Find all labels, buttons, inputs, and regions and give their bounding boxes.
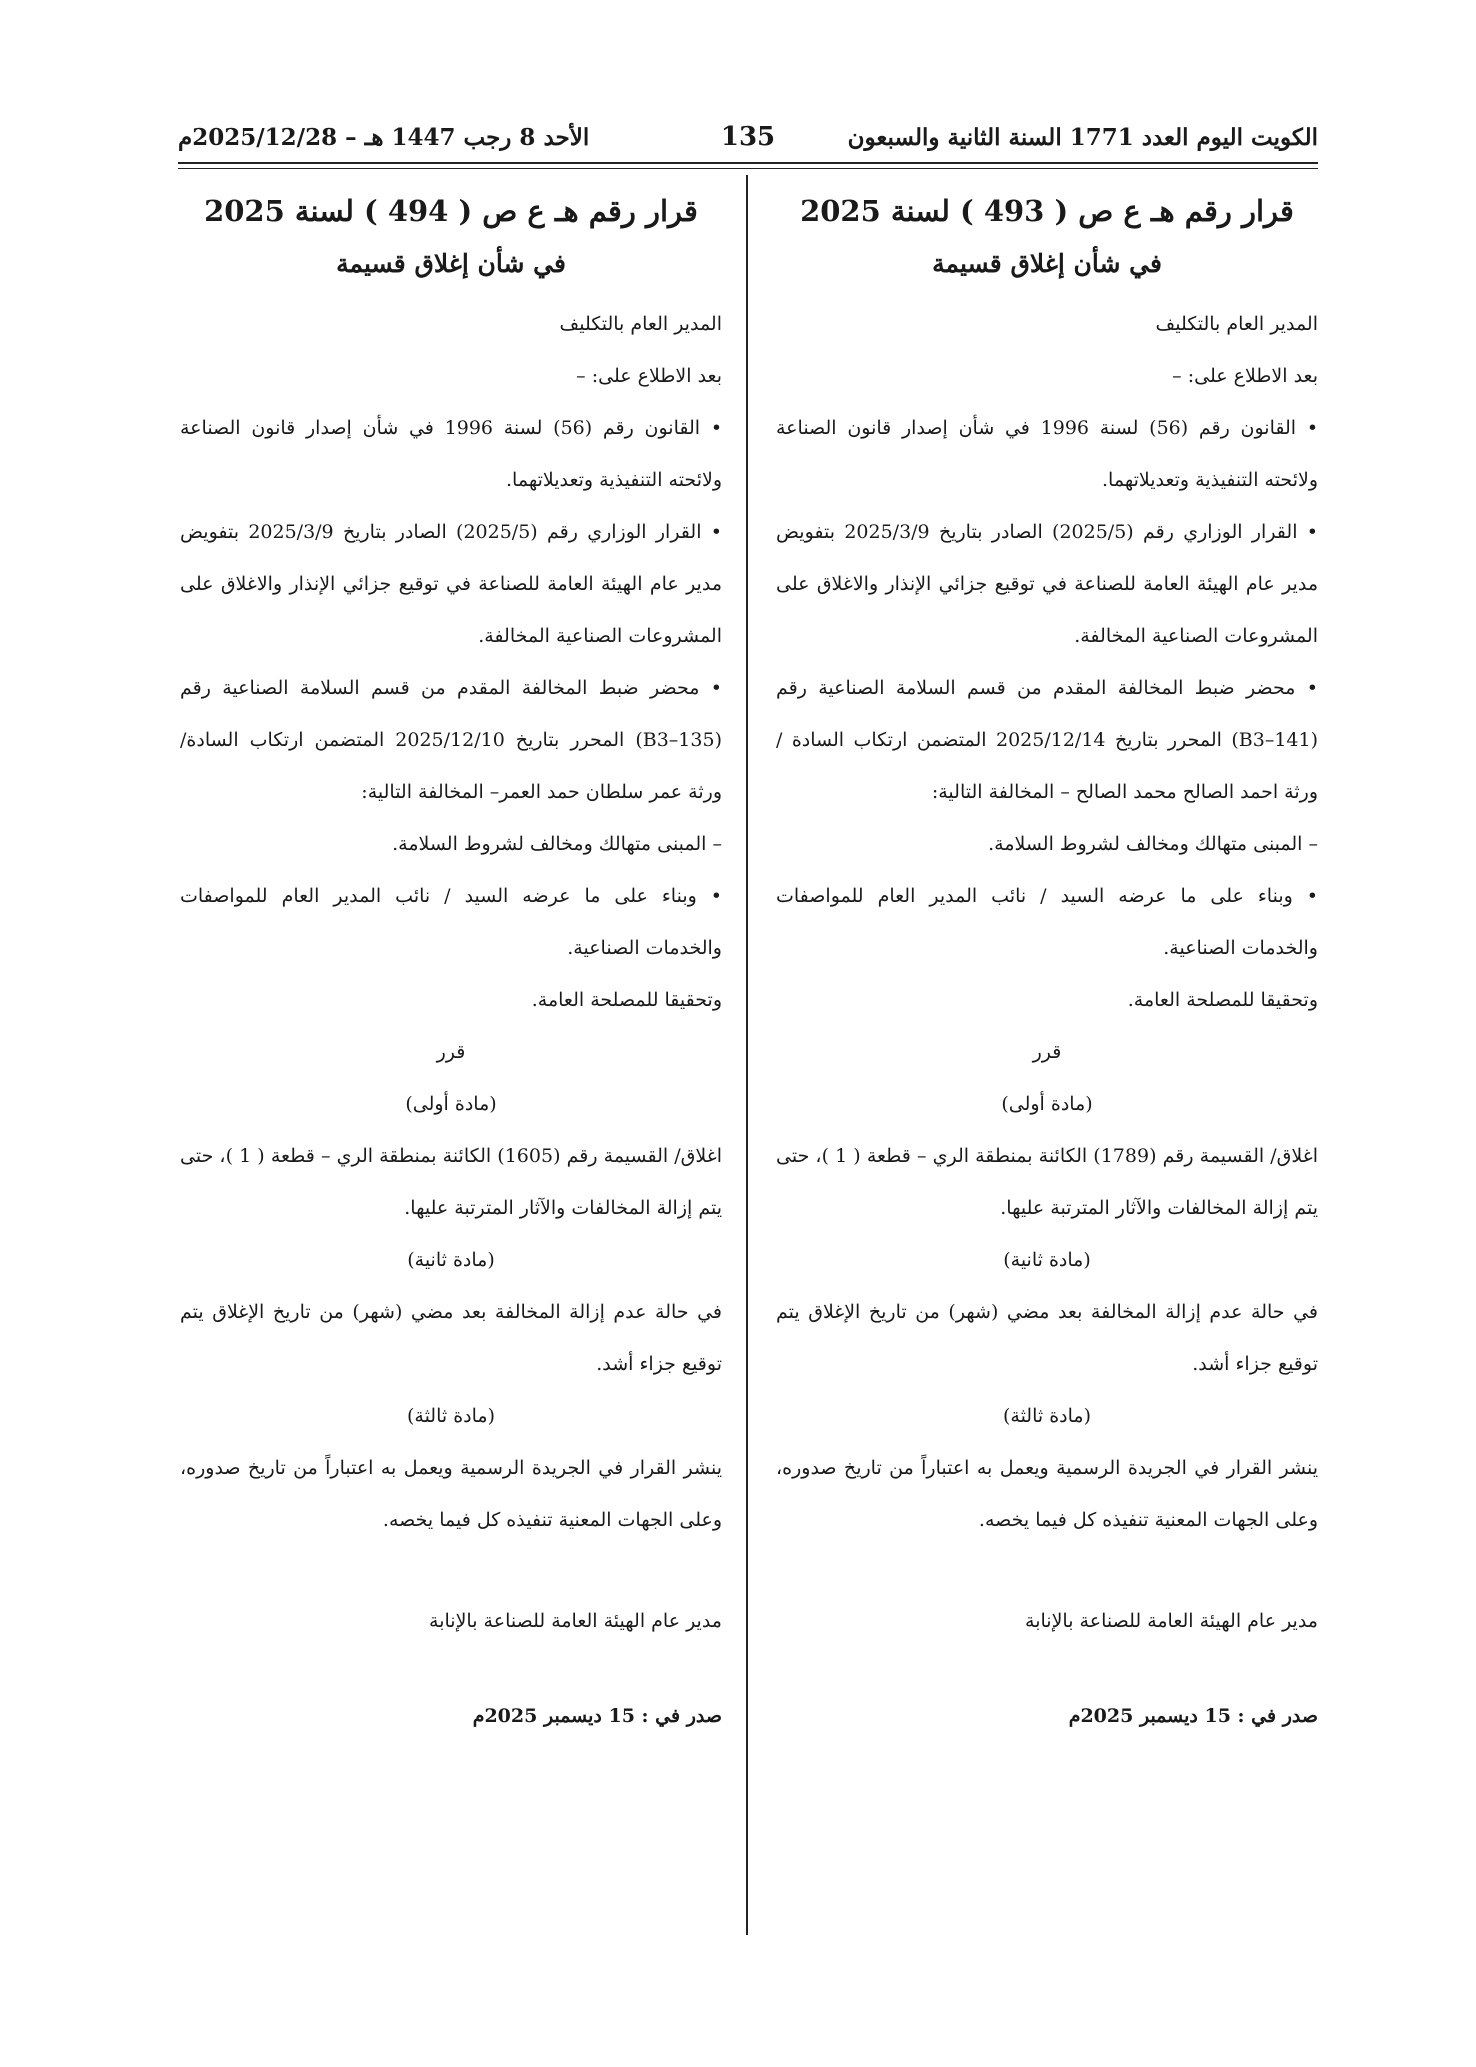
article2-heading: (مادة ثانية) [407,1249,495,1271]
article2-text: في حالة عدم إزالة المخالفة بعد مضي (شهر) من تاريخ الإغلاق يتم توقيع جزاء أشد. [180,1301,722,1375]
issuer: المدير العام بالتكليف [559,313,722,335]
violation-report: • محضر ضبط المخالفة المقدم من قسم السلامة الصناعية رقم (B3–141) المحرر بتاريخ 2025/12/14 المتضمن ارتكاب السادة / ورثة احمد الصالح محمد الصالح – المخالفة التالية: [776,662,1318,818]
article1-text: اغلاق/ القسيمة رقم (1605) الكائنة بمنطقة الري – قطعة ( 1 )، حتى يتم إزالة المخالفات والآثار المترتبة عليها. [180,1145,722,1219]
ministerial-reference: • القرار الوزاري رقم (2025/5) الصادر بتاريخ 2025/3/9 بتفويض مدير عام الهيئة العامة للصناعة في توقيع جزائي الإنذار والاغلاق على المشروعات الصناعية المخالفة. [776,506,1318,662]
page-number: 135 [720,122,776,152]
ministerial-reference: • القرار الوزاري رقم (2025/5) الصادر بتاريخ 2025/3/9 بتفويض مدير عام الهيئة العامة للصناعة في توقيع جزائي الإنذار والاغلاق على المشروعات الصناعية المخالفة. [180,506,722,662]
decided-heading: قرر [436,1041,466,1063]
violation-item: – المبنى متهالك ومخالف لشروط السلامة. [392,833,722,855]
issuer: المدير العام بالتكليف [1155,313,1318,335]
decision-subtitle: في شأن إغلاق قسيمة [932,249,1162,278]
article2-heading: (مادة ثانية) [1003,1249,1091,1271]
public-interest: وتحقيقا للمصلحة العامة. [531,989,722,1011]
gazette-issue: الكويت اليوم العدد 1771 السنة الثانية والسبعون [847,124,1318,151]
decided-heading: قرر [1032,1041,1062,1063]
article3-text: ينشر القرار في الجريدة الرسمية ويعمل به اعتباراً من تاريخ صدوره، وعلى الجهات المعنية تنفيذه كل فيما يخصه. [776,1457,1318,1531]
decision-493 [776,180,1318,1736]
header-rule-thick [178,162,1318,164]
violation-report: • محضر ضبط المخالفة المقدم من قسم السلامة الصناعية رقم (B3–135) المحرر بتاريخ 2025/12/10 المتضمن ارتكاب السادة/ ورثة عمر سلطان حمد العمر– المخالفة التالية: [180,662,722,818]
recommendation: • وبناء على ما عرضه السيد / نائب المدير العام للمواصفات والخدمات الصناعية. [180,870,722,974]
article3-heading: (مادة ثالثة) [1002,1405,1092,1427]
issued-date: صدر في : 15 ديسمبر 2025م [472,1705,722,1727]
article3-heading: (مادة ثالثة) [406,1405,496,1427]
public-interest: وتحقيقا للمصلحة العامة. [1127,989,1318,1011]
article1-heading: (مادة أولى) [405,1093,497,1115]
preamble: بعد الاطلاع على: – [1172,365,1318,387]
recommendation: • وبناء على ما عرضه السيد / نائب المدير العام للمواصفات والخدمات الصناعية. [776,870,1318,974]
article2-text: في حالة عدم إزالة المخالفة بعد مضي (شهر) من تاريخ الإغلاق يتم توقيع جزاء أشد. [776,1301,1318,1375]
decision-title: قرار رقم هـ ع ص ( 493 ) لسنة 2025 [800,194,1294,228]
column-divider [746,175,748,1935]
page-header [178,118,1318,160]
decision-title: قرار رقم هـ ع ص ( 494 ) لسنة 2025 [204,194,698,228]
decision-494 [180,180,722,1736]
article1-heading: (مادة أولى) [1001,1093,1093,1115]
preamble: بعد الاطلاع على: – [576,365,722,387]
law-reference: • القانون رقم (56) لسنة 1996 في شأن إصدار قانون الصناعة ولائحته التنفيذية وتعديلاتهما. [776,402,1318,506]
signature: مدير عام الهيئة العامة للصناعة بالإنابة [429,1610,722,1632]
issued-date: صدر في : 15 ديسمبر 2025م [1068,1705,1318,1727]
violation-item: – المبنى متهالك ومخالف لشروط السلامة. [988,833,1318,855]
article3-text: ينشر القرار في الجريدة الرسمية ويعمل به اعتباراً من تاريخ صدوره، وعلى الجهات المعنية تنفيذه كل فيما يخصه. [180,1457,722,1531]
decision-subtitle: في شأن إغلاق قسيمة [336,249,566,278]
article1-text: اغلاق/ القسيمة رقم (1789) الكائنة بمنطقة الري – قطعة ( 1 )، حتى يتم إزالة المخالفات والآثار المترتبة عليها. [776,1145,1318,1219]
law-reference: • القانون رقم (56) لسنة 1996 في شأن إصدار قانون الصناعة ولائحته التنفيذية وتعديلاتهما. [180,402,722,506]
signature: مدير عام الهيئة العامة للصناعة بالإنابة [1025,1610,1318,1632]
header-rule-thin [178,168,1318,169]
issue-date: الأحد 8 رجب 1447 هـ – 2025/12/28م [178,124,590,151]
